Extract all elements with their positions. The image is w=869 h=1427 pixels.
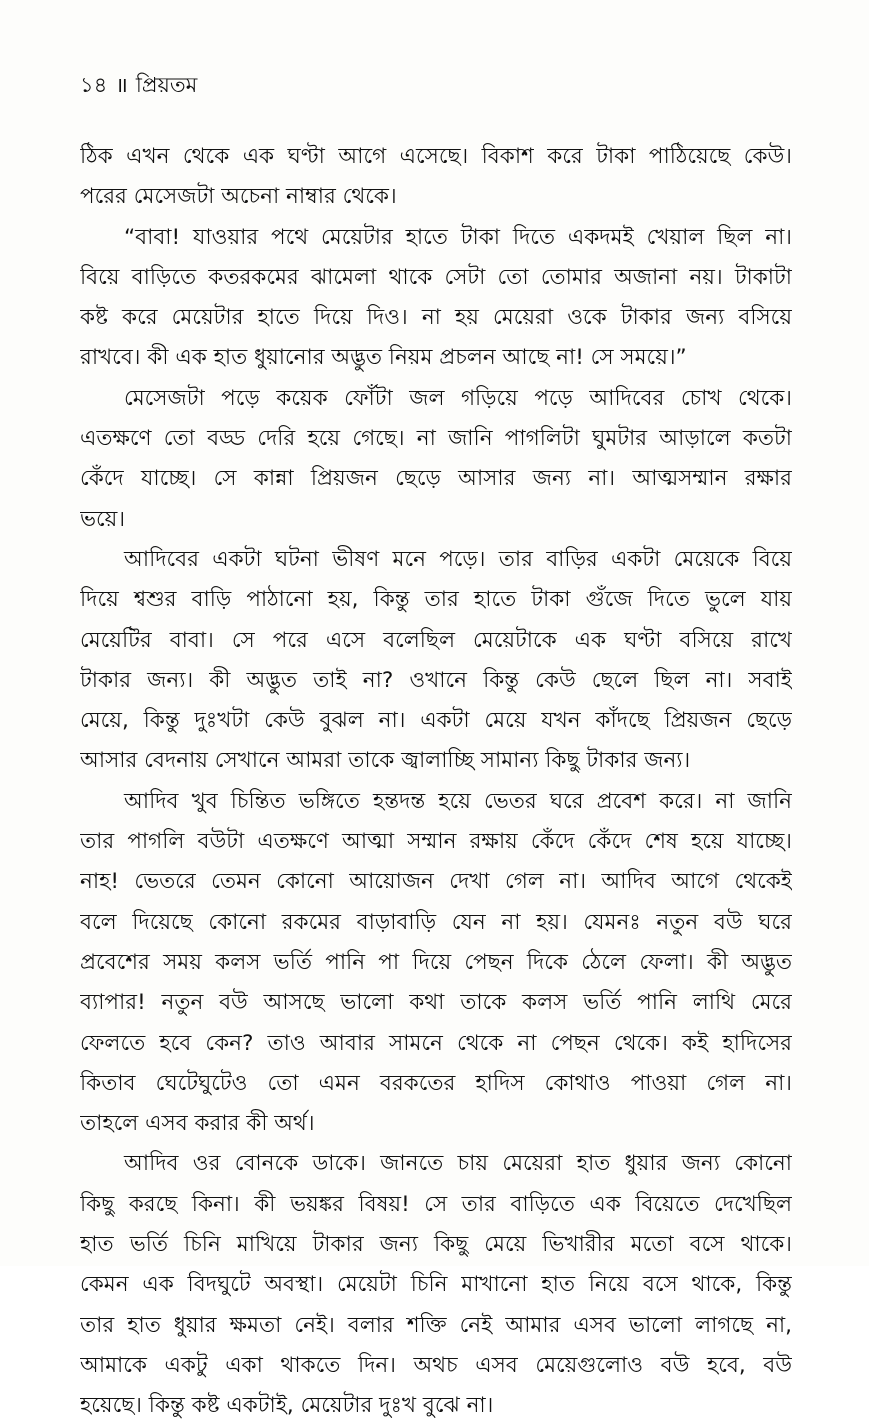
text-line: তার পাগলি বউটা এতক্ষণে আত্মা সম্মান রক্ষায় কেঁদে কেঁদে শেষ হয়ে যাচ্ছে। xyxy=(80,829,792,855)
text-line: কিতাব ঘেটেঘুটেও তো এমন বরকতের হাদিস কোথাও পাওয়া গেল না। xyxy=(80,1070,792,1096)
text-line: আসার বেদনায় সেখানে আমরা তাকে জ্বালাচ্ছি সামান্য কিছু টাকার জন্য। xyxy=(80,748,691,774)
text-line: “বাবা! যাওয়ার পথে মেয়েটার হাতে টাকা দিতে একদমই খেয়াল ছিল না। xyxy=(124,224,792,250)
text-line: ঠিক এখন থেকে এক ঘণ্টা আগে এসেছে। বিকাশ করে টাকা পাঠিয়েছে কেউ। xyxy=(80,144,792,169)
header-separator: ॥ xyxy=(115,73,128,97)
text-line: আদিব খুব চিন্তিত ভঙ্গিতে হন্তদন্ত হয়ে ভেতর ঘরে প্রবেশ করে। না জানি xyxy=(124,788,792,814)
body-text xyxy=(80,137,792,1427)
text-line: কিছু করছে কিনা। কী ভয়ঙ্কর বিষয়! সে তার বাড়িতে এক বিয়েতে দেখেছিল xyxy=(80,1191,792,1217)
text-line: পরের মেসেজটা অচেনা নাম্বার থেকে। xyxy=(80,184,397,210)
paragraph xyxy=(80,782,792,1145)
text-line: এতক্ষণে তো বড্ড দেরি হয়ে গেছে। না জানি পাগলিটা ঘুমটার আড়ালে কতটা xyxy=(80,426,792,452)
text-line: আদিব ওর বোনকে ডাকে। জানতে চায় মেয়েরা হাত ধুয়ার জন্য কোনো xyxy=(124,1151,792,1177)
text-line: রাখবে। কী এক হাত ধুয়ানোর অদ্ভুত নিয়ম প্রচলন আছে না! সে সময়ে।” xyxy=(80,345,687,371)
text-line: তাহলে এসব করার কী অর্থ। xyxy=(80,1111,315,1137)
page-number: ১৪ xyxy=(80,73,108,97)
text-line: দিয়ে শ্বশুর বাড়ি পাঠানো হয়, কিন্তু তার হাতে টাকা গুঁজে দিতে ভুলে যায় xyxy=(80,587,792,613)
text-line: বিয়ে বাড়িতে কতরকমের ঝামেলা থাকে সেটা তো তোমার অজানা নয়। টাকাটা xyxy=(80,264,792,290)
text-line: ব্যাপার! নতুন বউ আসছে ভালো কথা তাকে কলস ভর্তি পানি লাথি মেরে xyxy=(80,990,792,1016)
text-line: ফেলতে হবে কেন? তাও আবার সামনে থেকে না পেছন থেকে। কই হাদিসের xyxy=(80,1030,792,1056)
text-line: কেঁদে যাচ্ছে। সে কান্না প্রিয়জন ছেড়ে আসার জন্য না। আত্মসম্মান রক্ষার xyxy=(80,466,792,492)
text-line: হাত ভর্তি চিনি মাখিয়ে টাকার জন্য কিছু মেয়ে ভিখারীর মতো বসে থাকে। xyxy=(80,1232,792,1258)
book-title: প্রিয়তম xyxy=(135,73,198,97)
text-line: নাহ! ভেতরে তেমন কোনো আয়োজন দেখা গেল না। আদিব আগে থেকেই xyxy=(80,869,792,895)
text-line: টাকার জন্য। কী অদ্ভুত তাই না? ওখানে কিন্তু কেউ ছেলে ছিল না। সবাই xyxy=(80,667,792,693)
paragraph xyxy=(80,137,792,218)
text-line: মেসেজটা পড়ে কয়েক ফোঁটা জল গড়িয়ে পড়ে আদিবের চোখ থেকে। xyxy=(124,385,792,411)
paragraph xyxy=(80,540,792,782)
text-line: আদিবের একটা ঘটনা ভীষণ মনে পড়ে। তার বাড়ির একটা মেয়েকে বিয়ে xyxy=(124,546,792,572)
text-line: মেয়ে, কিন্তু দুঃখটা কেউ বুঝল না। একটা মেয়ে যখন কাঁদছে প্রিয়জন ছেড়ে xyxy=(80,708,792,734)
text-line: মেয়েটির বাবা। সে পরে এসে বলেছিল মেয়েটাকে এক ঘণ্টা বসিয়ে রাখে xyxy=(80,627,792,653)
text-line: আমাকে একটু একা থাকতে দিন। অথচ এসব মেয়েগুলোও বউ হবে, বউ xyxy=(80,1352,792,1378)
paragraph xyxy=(80,1144,792,1426)
text-line: বলে দিয়েছে কোনো রকমের বাড়াবাড়ি যেন না হয়। যেমনঃ নতুন বউ ঘরে xyxy=(80,909,792,935)
text-line: প্রবেশের সময় কলস ভর্তি পানি পা দিয়ে পেছন দিকে ঠেলে ফেলা। কী অদ্ভুত xyxy=(80,949,792,975)
paragraph xyxy=(80,379,792,540)
text-line: হয়েছে। কিন্তু কষ্ট একটাই, মেয়েটার দুঃখ বুঝে না। xyxy=(80,1393,494,1419)
page-header xyxy=(80,70,197,100)
text-line: কেমন এক বিদঘুটে অবস্থা। মেয়েটা চিনি মাখানো হাত নিয়ে বসে থাকে, কিন্তু xyxy=(80,1272,792,1298)
paragraph xyxy=(80,218,792,379)
text-line: কষ্ট করে মেয়েটার হাতে দিয়ে দিও। না হয় মেয়েরা ওকে টাকার জন্য বসিয়ে xyxy=(80,305,792,331)
text-line: ভয়ে। xyxy=(80,506,126,532)
text-line: তার হাত ধুয়ার ক্ষমতা নেই। বলার শক্তি নেই আমার এসব ভালো লাগছে না, xyxy=(80,1312,792,1338)
